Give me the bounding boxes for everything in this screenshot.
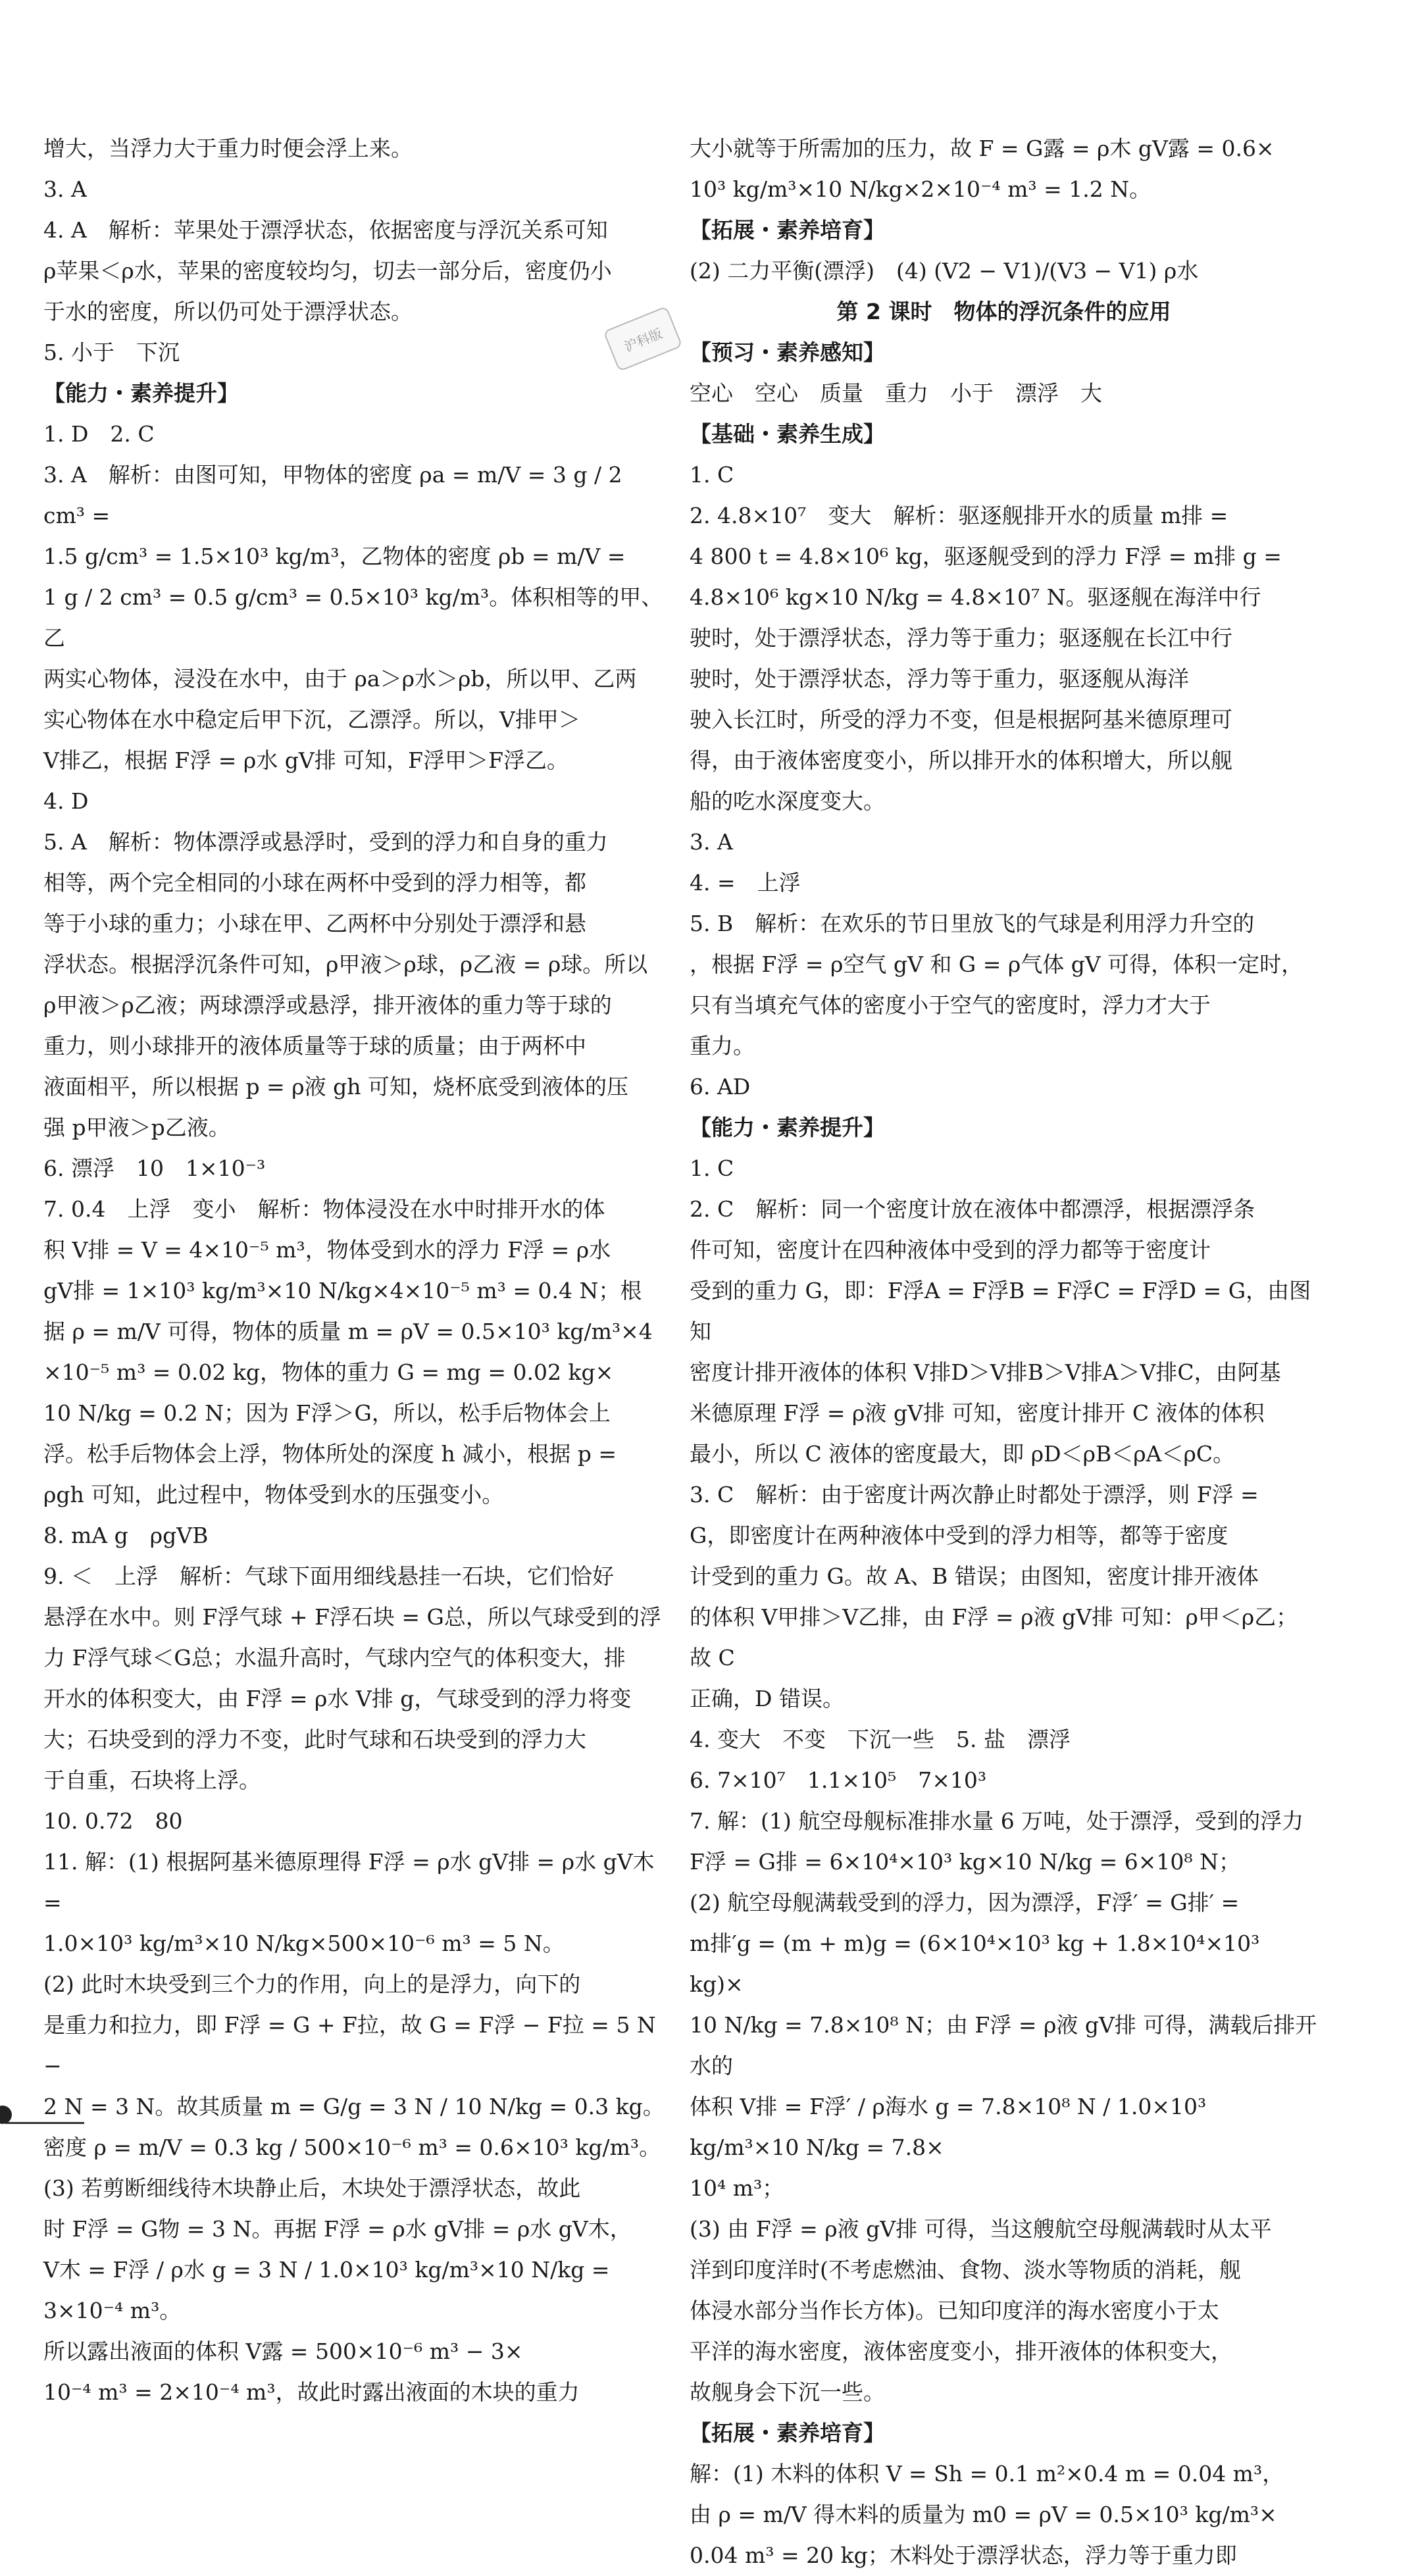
text-line: 所以露出液面的体积 V露 = 500×10⁻⁶ m³ − 3× [43, 2338, 523, 2364]
text-line: 6. 7×10⁷ 1.1×10⁵ 7×10³ [690, 1767, 987, 1793]
text-line: 10⁻⁴ m³ = 2×10⁻⁴ m³，故此时露出液面的木块的重力 [43, 2379, 580, 2405]
text-line: ，根据 F浮 = ρ空气 gV 和 G = ρ气体 gV 可得，体积一定时， [690, 951, 1303, 977]
text-line: 10. 0.72 80 [43, 1808, 183, 1834]
text-line: 7. 0.4 上浮 变小 解析：物体浸没在水中时排开水的体 [43, 1196, 605, 1222]
text-line: 实心物体在水中稳定后甲下沉，乙漂浮。所以，V排甲＞ [43, 707, 580, 732]
text-line: 大小就等于所需加的压力，故 F = G露 = ρ木 gV露 = 0.6× [690, 136, 1275, 161]
text-line: 8. mA g ρgVB [43, 1523, 209, 1548]
right-column [690, 128, 1318, 2576]
text-line: 2 N = 3 N。故其质量 m = G/g = 3 N / 10 N/kg = 0.3 kg。 [43, 2094, 665, 2119]
text-line: ρ甲液＞ρ乙液；两球漂浮或悬浮，排开液体的重力等于球的 [43, 992, 612, 1018]
text-line: 11. 解：(1) 根据阿基米德原理得 F浮 = ρ水 gV排 = ρ水 gV木 = [43, 1849, 662, 1915]
text-line: 9. ＜ 上浮 解析：气球下面用细线悬挂一石块，它们恰好 [43, 1563, 614, 1589]
text-line: 5. 小于 下沉 [43, 340, 180, 365]
text-line: 6. AD [690, 1074, 751, 1099]
text-line: 5. B 解析：在欢乐的节日里放飞的气球是利用浮力升空的 [690, 911, 1255, 936]
text-line: 空心 空心 质量 重力 小于 漂浮 大 [690, 380, 1102, 406]
text-line: 4.8×10⁶ kg×10 N/kg = 4.8×10⁷ N。驱逐舰在海洋中行 [690, 584, 1261, 610]
text-line: 1. C [690, 462, 734, 488]
text-line: 于水的密度，所以仍可处于漂浮状态。 [43, 299, 413, 324]
text-line: 由 ρ = m/V 得木料的质量为 m0 = ρV = 0.5×10³ kg/m³× [690, 2502, 1277, 2527]
text-line: gV排 = 1×10³ kg/m³×10 N/kg×4×10⁻⁵ m³ = 0.4 N；根 [43, 1278, 642, 1303]
text-line: ×10⁻⁵ m³ = 0.02 kg，物体的重力 G = mg = 0.02 kg× [43, 1359, 614, 1385]
text-line: 只有当填充气体的密度小于空气的密度时，浮力才大于 [690, 992, 1211, 1018]
text-line: 0.04 m³ = 20 kg；木料处于漂浮状态，浮力等于重力即 [690, 2542, 1237, 2568]
text-line: 强 p甲液＞p乙液。 [43, 1115, 230, 1140]
text-line: 4. A 解析：苹果处于漂浮状态，依据密度与浮沉关系可知 [43, 217, 608, 243]
text-line: 开水的体积变大，由 F浮 = ρ水 V排 g，气球受到的浮力将变 [43, 1686, 632, 1711]
text-line: 1. D 2. C [43, 421, 155, 447]
text-line: (2) 二力平衡(漂浮) (4) (V2 − V1)/(V3 − V1) ρ水 [690, 258, 1199, 284]
text-line: 正确，D 错误。 [690, 1686, 844, 1711]
watermark-stamp: 沪科版 [603, 306, 682, 372]
text-line: 船的吃水深度变大。 [690, 788, 885, 814]
text-line: 10 N/kg = 7.8×10⁸ N；由 F浮 = ρ液 gV排 可得，满载后排开水的 [690, 2012, 1317, 2079]
text-line: 【拓展・素养培育】 [690, 217, 885, 243]
text-line: 两实心物体，浸没在水中，由于 ρa＞ρ水＞ρb，所以甲、乙两 [43, 666, 637, 692]
text-line: 平洋的海水密度，液体密度变小，排开液体的体积变大， [690, 2338, 1232, 2364]
text-line: 10³ kg/m³×10 N/kg×2×10⁻⁴ m³ = 1.2 N。 [690, 176, 1151, 202]
text-line: 10 N/kg = 0.2 N；因为 F浮＞G，所以，松手后物体会上 [43, 1400, 611, 1426]
text-line: 据 ρ = m/V 可得，物体的质量 m = ρV = 0.5×10³ kg/m³×4 [43, 1319, 653, 1344]
text-line: 增大，当浮力大于重力时便会浮上来。 [43, 136, 413, 161]
text-line: 时 F浮 = G物 = 3 N。再据 F浮 = ρ水 gV排 = ρ水 gV木， [43, 2216, 632, 2242]
text-line: 【能力・素养提升】 [43, 380, 239, 406]
text-line: G，即密度计在两种液体中受到的浮力相等，都等于密度 [690, 1523, 1228, 1548]
text-line: 4. = 上浮 [690, 870, 801, 896]
text-line: 【能力・素养提升】 [690, 1115, 885, 1140]
text-line: (3) 若剪断细线待木块静止后，木块处于漂浮状态，故此 [43, 2175, 581, 2201]
text-line: 悬浮在水中。则 F浮气球 + F浮石块 = G总，所以气球受到的浮 [43, 1604, 661, 1630]
text-line: F浮 = G排 = 6×10⁴×10³ kg×10 N/kg = 6×10⁸ N； [690, 1849, 1240, 1875]
text-line: 1.0×10³ kg/m³×10 N/kg×500×10⁻⁶ m³ = 5 N。 [43, 1931, 565, 1956]
text-line: 的体积 V甲排＞V乙排，由 F浮 = ρ液 gV排 可知：ρ甲＜ρ乙；故 C [690, 1604, 1298, 1671]
text-line: 2. 4.8×10⁷ 变大 解析：驱逐舰排开水的质量 m排 = [690, 503, 1228, 528]
text-line: 【预习・素养感知】 [690, 340, 885, 365]
text-line: 1. C [690, 1155, 734, 1181]
text-line: 4. D [43, 788, 89, 814]
text-line: 第 2 课时 物体的浮沉条件的应用 [836, 299, 1171, 324]
text-line: 1 g / 2 cm³ = 0.5 g/cm³ = 0.5×10³ kg/m³。体积相等的甲、乙 [43, 584, 663, 651]
page-footer-rule [5, 2109, 84, 2124]
text-line: 重力。 [690, 1033, 755, 1059]
text-line: 3. A [43, 176, 87, 202]
text-line: 7. 解：(1) 航空母舰标准排水量 6 万吨，处于漂浮，受到的浮力 [690, 1808, 1304, 1834]
text-line: 解：(1) 木料的体积 V = Sh = 0.1 m²×0.4 m = 0.04 m³， [690, 2461, 1284, 2487]
text-line: 5. A 解析：物体漂浮或悬浮时，受到的浮力和自身的重力 [43, 829, 608, 855]
text-line: 重力，则小球排开的液体质量等于球的质量；由于两杯中 [43, 1033, 586, 1059]
text-line: 4 800 t = 4.8×10⁶ kg，驱逐舰受到的浮力 F浮 = m排 g = [690, 543, 1282, 569]
text-line: ρgh 可知，此过程中，物体受到水的压强变小。 [43, 1482, 504, 1507]
text-line: 力 F浮气球＜G总；水温升高时，气球内空气的体积变大，排 [43, 1645, 626, 1671]
text-line: 体浸水部分当作长方体)。已知印度洋的海水密度小于太 [690, 2298, 1219, 2323]
text-line: (2) 航空母舰满载受到的浮力，因为漂浮，F浮′ = G排′ = [690, 1890, 1240, 1915]
text-line: 是重力和拉力，即 F浮 = G + F拉，故 G = F浮 − F拉 = 5 N − [43, 2012, 663, 2079]
text-line: 件可知，密度计在四种液体中受到的浮力都等于密度计 [690, 1237, 1211, 1263]
text-line: 得，由于液体密度变小，所以排开水的体积增大，所以舰 [690, 747, 1232, 773]
text-line: V木 = F浮 / ρ水 g = 3 N / 1.0×10³ kg/m³×10 N/kg = 3×10⁻⁴ m³。 [43, 2257, 617, 2323]
text-line: m排′g = (m + m)g = (6×10⁴×10³ kg + 1.8×10⁴×10³ kg)× [690, 1931, 1267, 1997]
text-line: 驶入长江时，所受的浮力不变，但是根据阿基米德原理可 [690, 707, 1232, 732]
text-line: (3) 由 F浮 = ρ液 gV排 可得，当这艘航空母舰满载时从太平 [690, 2216, 1272, 2242]
text-line: 受到的重力 G，即：F浮A = F浮B = F浮C = F浮D = G，由图知 [690, 1278, 1311, 1344]
text-line: 浮。松手后物体会上浮，物体所处的深度 h 减小，根据 p = [43, 1441, 617, 1467]
text-line: 相等，两个完全相同的小球在两杯中受到的浮力相等，都 [43, 870, 586, 896]
text-line: 故舰身会下沉一些。 [690, 2379, 885, 2405]
left-column [43, 128, 669, 2413]
text-line: 等于小球的重力；小球在甲、乙两杯中分别处于漂浮和悬 [43, 911, 586, 936]
text-line: 积 V排 = V = 4×10⁻⁵ m³，物体受到水的浮力 F浮 = ρ水 [43, 1237, 611, 1263]
text-line: 密度计排开液体的体积 V排D＞V排B＞V排A＞V排C，由阿基 [690, 1359, 1281, 1385]
text-line: 浮状态。根据浮沉条件可知，ρ甲液＞ρ球，ρ乙液 = ρ球。所以 [43, 951, 648, 977]
text-line: 洋到印度洋时(不考虑燃油、食物、淡水等物质的消耗，舰 [690, 2257, 1241, 2283]
text-line: 3. C 解析：由于密度计两次静止时都处于漂浮，则 F浮 = [690, 1482, 1259, 1507]
text-line: 驶时，处于漂浮状态，浮力等于重力，驱逐舰从海洋 [690, 666, 1189, 692]
text-line: 【基础・素养生成】 [690, 421, 885, 447]
text-line: 3. A [690, 829, 733, 855]
text-line: 2. C 解析：同一个密度计放在液体中都漂浮，根据漂浮条 [690, 1196, 1255, 1222]
text-line: 1.5 g/cm³ = 1.5×10³ kg/m³，乙物体的密度 ρb = m/V = [43, 543, 626, 569]
text-line: (2) 此时木块受到三个力的作用，向上的是浮力，向下的 [43, 1971, 581, 1997]
text-line: 计受到的重力 G。故 A、B 错误；由图知，密度计排开液体 [690, 1563, 1259, 1589]
text-line: 大；石块受到的浮力不变，此时气球和石块受到的浮力大 [43, 1727, 586, 1752]
text-line: 米德原理 F浮 = ρ液 gV排 可知，密度计排开 C 液体的体积 [690, 1400, 1265, 1426]
text-line: 3. A 解析：由图可知，甲物体的密度 ρa = m/V = 3 g / 2 cm³ = [43, 462, 630, 528]
text-line: 密度 ρ = m/V = 0.3 kg / 500×10⁻⁶ m³ = 0.6×10³ kg/m³。 [43, 2134, 661, 2160]
text-line: 6. 漂浮 10 1×10⁻³ [43, 1155, 266, 1181]
text-line: 体积 V排 = F浮′ / ρ海水 g = 7.8×10⁸ N / 1.0×10³ kg/m³×10 N/kg = 7.8× [690, 2094, 1213, 2160]
text-line: 于自重，石块将上浮。 [43, 1767, 261, 1793]
text-line: 【拓展・素养培育】 [690, 2420, 885, 2446]
text-line: 液面相平，所以根据 p = ρ液 gh 可知，烧杯底受到液体的压 [43, 1074, 629, 1099]
text-line: 10⁴ m³； [690, 2175, 784, 2201]
text-line: 驶时，处于漂浮状态，浮力等于重力；驱逐舰在长江中行 [690, 625, 1232, 651]
text-line: 4. 变大 不变 下沉一些 5. 盐 漂浮 [690, 1727, 1071, 1752]
text-line: V排乙，根据 F浮 = ρ水 gV排 可知，F浮甲＞F浮乙。 [43, 747, 569, 773]
text-line: ρ苹果＜ρ水，苹果的密度较均匀，切去一部分后，密度仍小 [43, 258, 612, 284]
text-line: 最小，所以 C 液体的密度最大，即 ρD＜ρB＜ρA＜ρC。 [690, 1441, 1235, 1467]
